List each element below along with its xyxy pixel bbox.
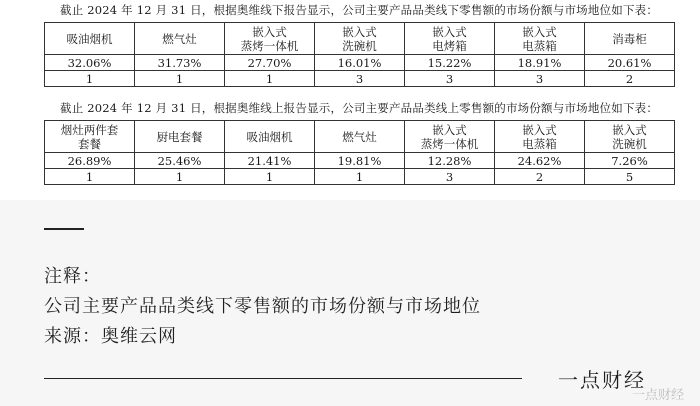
rank-cell: 5 (585, 169, 675, 185)
table-row-shares (45, 55, 675, 71)
online-market-share-table (44, 120, 675, 185)
share-cell: 32.06% (45, 55, 135, 71)
rank-cell: 1 (225, 169, 315, 185)
share-cell: 16.01% (315, 55, 405, 71)
brand-signature: 一点财经 (558, 368, 646, 392)
offline-market-share-table (44, 22, 675, 87)
table-row-shares (45, 153, 675, 169)
header-cell: 厨电套餐 (135, 121, 225, 153)
header-cell: 吸油烟机 (225, 121, 315, 153)
header-cell: 嵌入式 蒸烤一体机 (225, 23, 315, 55)
share-cell: 27.70% (225, 55, 315, 71)
rank-cell: 1 (135, 71, 225, 87)
rank-cell: 1 (315, 169, 405, 185)
divider-top (44, 228, 84, 230)
table-row-ranks (45, 71, 675, 87)
share-cell: 20.61% (585, 55, 675, 71)
header-cell: 燃气灶 (135, 23, 225, 55)
header-cell: 嵌入式 电蒸箱 (495, 23, 585, 55)
table1-caption: 截止 2024 年 12 月 31 日，根据奥维线下报告显示，公司主要产品品类线下零售额的市场份额与市场地位如下表： (60, 3, 659, 17)
header-cell: 烟灶两件套 套餐 (45, 121, 135, 153)
table2-caption: 截止 2024 年 12 月 31 日，根据奥维线上报告显示，公司主要产品品类线上零售额的市场份额与市场地位如下表： (60, 101, 659, 115)
share-cell: 15.22% (405, 55, 495, 71)
share-cell: 19.81% (315, 153, 405, 169)
share-cell: 25.46% (135, 153, 225, 169)
divider-bottom (44, 378, 522, 379)
rank-cell: 1 (135, 169, 225, 185)
share-cell: 31.73% (135, 55, 225, 71)
note-line-source: 来源：奥维云网 (44, 326, 177, 347)
share-cell: 18.91% (495, 55, 585, 71)
document-page (0, 0, 700, 200)
rank-cell: 2 (495, 169, 585, 185)
rank-cell: 3 (405, 71, 495, 87)
rank-cell: 3 (495, 71, 585, 87)
header-cell: 嵌入式 蒸烤一体机 (405, 121, 495, 153)
table-header-row (45, 121, 675, 153)
share-cell: 26.89% (45, 153, 135, 169)
table-row-ranks (45, 169, 675, 185)
header-cell: 嵌入式 电蒸箱 (495, 121, 585, 153)
share-cell: 24.62% (495, 153, 585, 169)
header-cell: 嵌入式 电烤箱 (405, 23, 495, 55)
share-cell: 12.28% (405, 153, 495, 169)
rank-cell: 3 (315, 71, 405, 87)
rank-cell: 1 (45, 71, 135, 87)
share-cell: 7.26% (585, 153, 675, 169)
rank-cell: 2 (585, 71, 675, 87)
header-cell: 吸油烟机 (45, 23, 135, 55)
header-cell: 消毒柜 (585, 23, 675, 55)
header-cell: 燃气灶 (315, 121, 405, 153)
rank-cell: 1 (225, 71, 315, 87)
share-cell: 21.41% (225, 153, 315, 169)
table-header-row (45, 23, 675, 55)
note-line-description: 公司主要产品品类线下零售额的市场份额与市场地位 (44, 296, 481, 317)
rank-cell: 3 (405, 169, 495, 185)
rank-cell: 1 (45, 169, 135, 185)
watermark: 一点财经 (632, 388, 685, 403)
header-cell: 嵌入式 洗碗机 (585, 121, 675, 153)
note-label: 注释： (44, 266, 101, 287)
header-cell: 嵌入式 洗碗机 (315, 23, 405, 55)
